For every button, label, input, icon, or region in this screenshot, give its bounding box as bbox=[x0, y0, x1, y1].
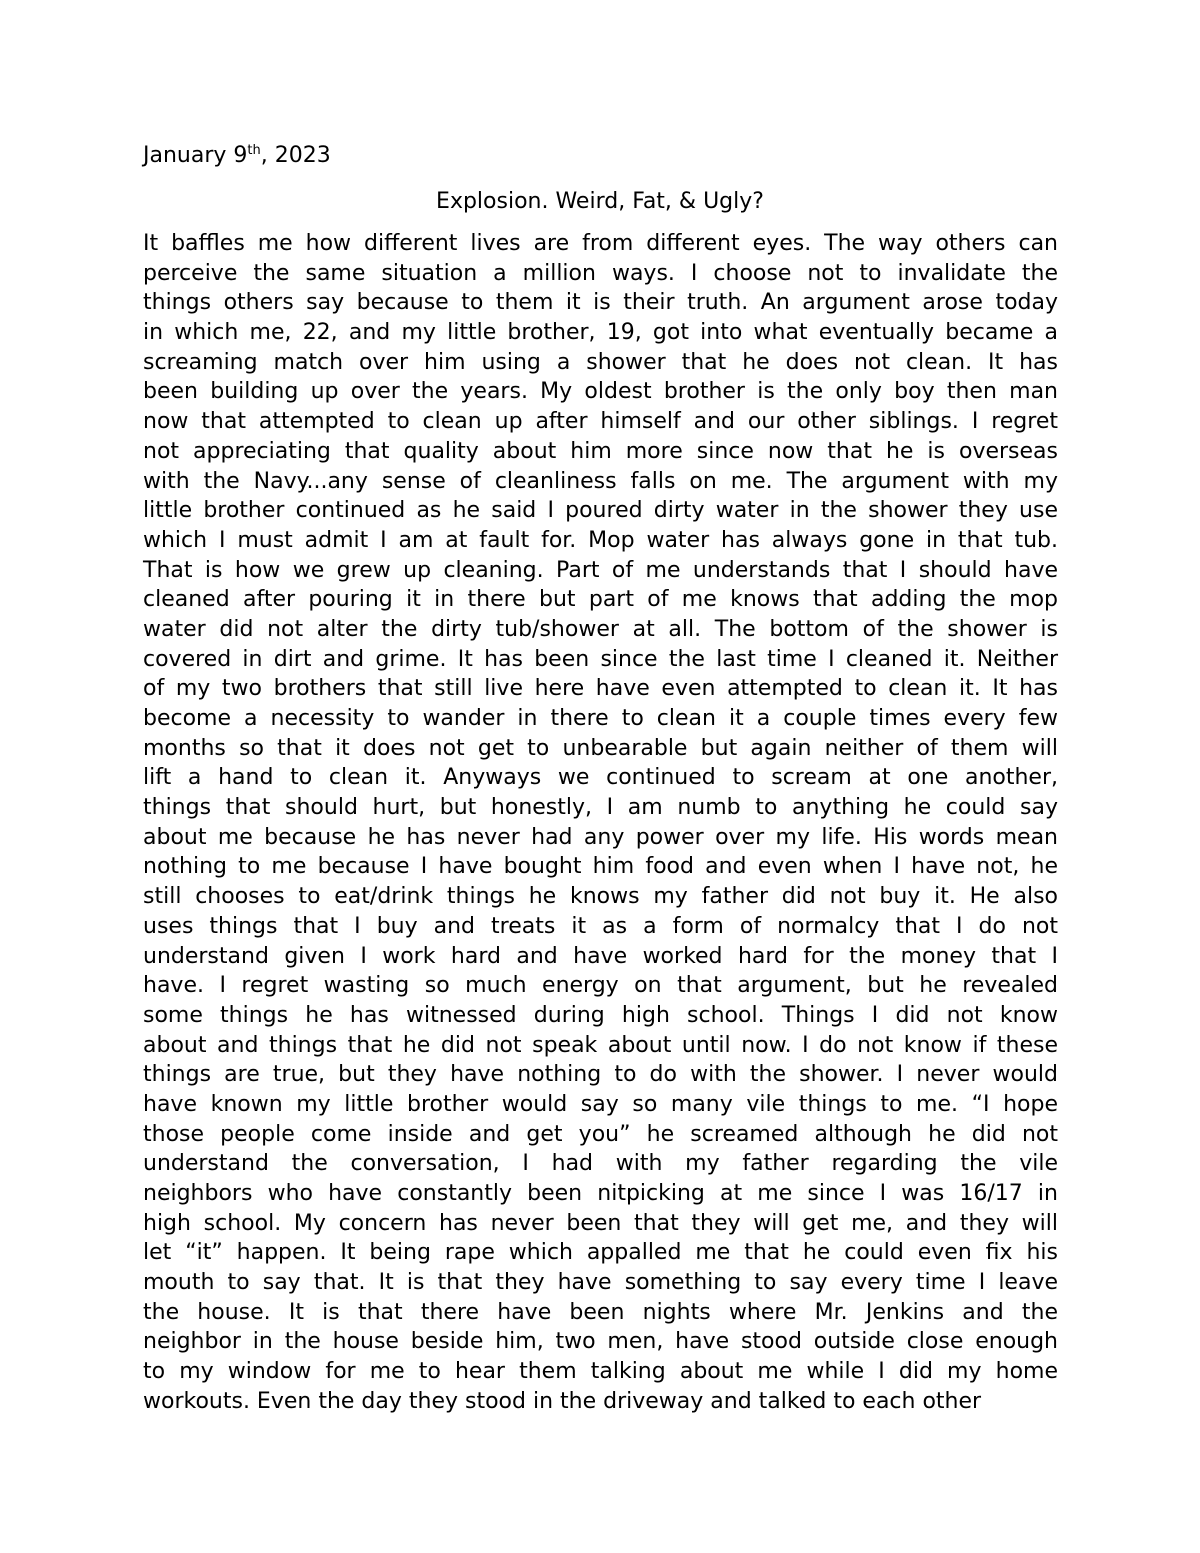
body-text-line: water did not alter the dirty tub/shower at all. The bottom of the shower is bbox=[143, 616, 1058, 642]
body-text-line: nothing to me because I have bought him food and even when I have not, he bbox=[143, 854, 1058, 880]
body-text-line: have known my little brother would say so many vile things to me. “I hope bbox=[143, 1091, 1058, 1117]
body-text-line: little brother continued as he said I poured dirty water in the shower they use bbox=[143, 498, 1058, 524]
date-year: , 2023 bbox=[260, 143, 331, 168]
body-text-line: months so that it does not get to unbearable but again neither of them will bbox=[143, 735, 1058, 761]
body-text-line: to my window for me to hear them talking about me while I did my home bbox=[143, 1359, 1058, 1385]
body-text-line: screaming match over him using a shower that he does not clean. It has bbox=[143, 349, 1058, 375]
body-text-line: about me because he has never had any power over my life. His words mean bbox=[143, 824, 1058, 850]
body-text-line: understand the conversation, I had with my father regarding the vile bbox=[143, 1151, 1058, 1177]
body-text-line: become a necessity to wander in there to clean it a couple times every few bbox=[143, 706, 1058, 731]
body-text-line: things are true, but they have nothing to do with the shower. I never would bbox=[143, 1062, 1058, 1088]
body-text-line: now that attempted to clean up after himself and our other siblings. I regret bbox=[143, 409, 1058, 435]
body-text-line: been building up over the years. My oldest brother is the only boy then man bbox=[143, 379, 1058, 405]
body-text-line: things others say because to them it is their truth. An argument arose today bbox=[143, 290, 1058, 316]
body-text-line: some things he has witnessed during high school. Things I did not know bbox=[143, 1002, 1058, 1028]
body-text-line: have. I regret wasting so much energy on that argument, but he revealed bbox=[143, 973, 1058, 999]
body-text-line: which I must admit I am at fault for. Mop water has always gone in that tub. bbox=[143, 527, 1058, 553]
body-text-line: covered in dirt and grime. It has been since the last time I cleaned it. Neither bbox=[143, 646, 1058, 672]
body-text-line: of my two brothers that still live here have even attempted to clean it. It has bbox=[143, 676, 1058, 702]
body-text-line: still chooses to eat/drink things he knows my father did not buy it. He also bbox=[143, 884, 1058, 910]
body-text-line: understand given I work hard and have worked hard for the money that I bbox=[143, 943, 1058, 969]
body-text-line: uses things that I buy and treats it as a form of normalcy that I do not bbox=[143, 913, 1058, 939]
date-month-day: January 9 bbox=[143, 143, 248, 168]
body-text-line: in which me, 22, and my little brother, 19, got into what eventually became a bbox=[143, 320, 1058, 346]
body-text-line: things that should hurt, but honestly, I am numb to anything he could say bbox=[143, 795, 1058, 821]
document-date bbox=[143, 140, 331, 172]
body-text-line: That is how we grew up cleaning. Part of me understands that I should have bbox=[143, 557, 1058, 583]
body-text-line: not appreciating that quality about him more since now that he is overseas bbox=[143, 438, 1058, 464]
body-text-line: cleaned after pouring it in there but part of me knows that adding the mop bbox=[143, 587, 1058, 613]
body-text-line: about and things that he did not speak about until now. I do not know if these bbox=[143, 1032, 1058, 1058]
body-text-line: let “it” happen. It being rape which appalled me that he could even fix his bbox=[143, 1240, 1058, 1266]
document-title: Explosion. Weird, Fat, & Ugly? bbox=[436, 189, 764, 214]
body-text-line: with the Navy...any sense of cleanliness falls on me. The argument with my bbox=[143, 468, 1058, 494]
body-text-line: workouts. Even the day they stood in the driveway and talked to each other bbox=[143, 1388, 982, 1414]
body-text-line: high school. My concern has never been that they will get me, and they will bbox=[143, 1210, 1058, 1236]
body-text-line: neighbor in the house beside him, two men, have stood outside close enough bbox=[143, 1329, 1058, 1355]
body-text-line: mouth to say that. It is that they have something to say every time I leave bbox=[143, 1270, 1058, 1296]
body-text-line: neighbors who have constantly been nitpicking at me since I was 16/17 in bbox=[143, 1181, 1058, 1206]
document-body bbox=[143, 229, 1058, 1417]
body-text-line: the house. It is that there have been nights where Mr. Jenkins and the bbox=[143, 1299, 1058, 1325]
body-text-line: perceive the same situation a million ways. I choose not to invalidate the bbox=[143, 260, 1058, 286]
body-text-line: It baffles me how different lives are from different eyes. The way others can bbox=[143, 231, 1058, 256]
body-text-line: those people come inside and get you” he screamed although he did not bbox=[143, 1121, 1058, 1147]
body-text-line: lift a hand to clean it. Anyways we continued to scream at one another, bbox=[143, 765, 1058, 791]
date-ordinal-suffix: th bbox=[247, 143, 261, 158]
